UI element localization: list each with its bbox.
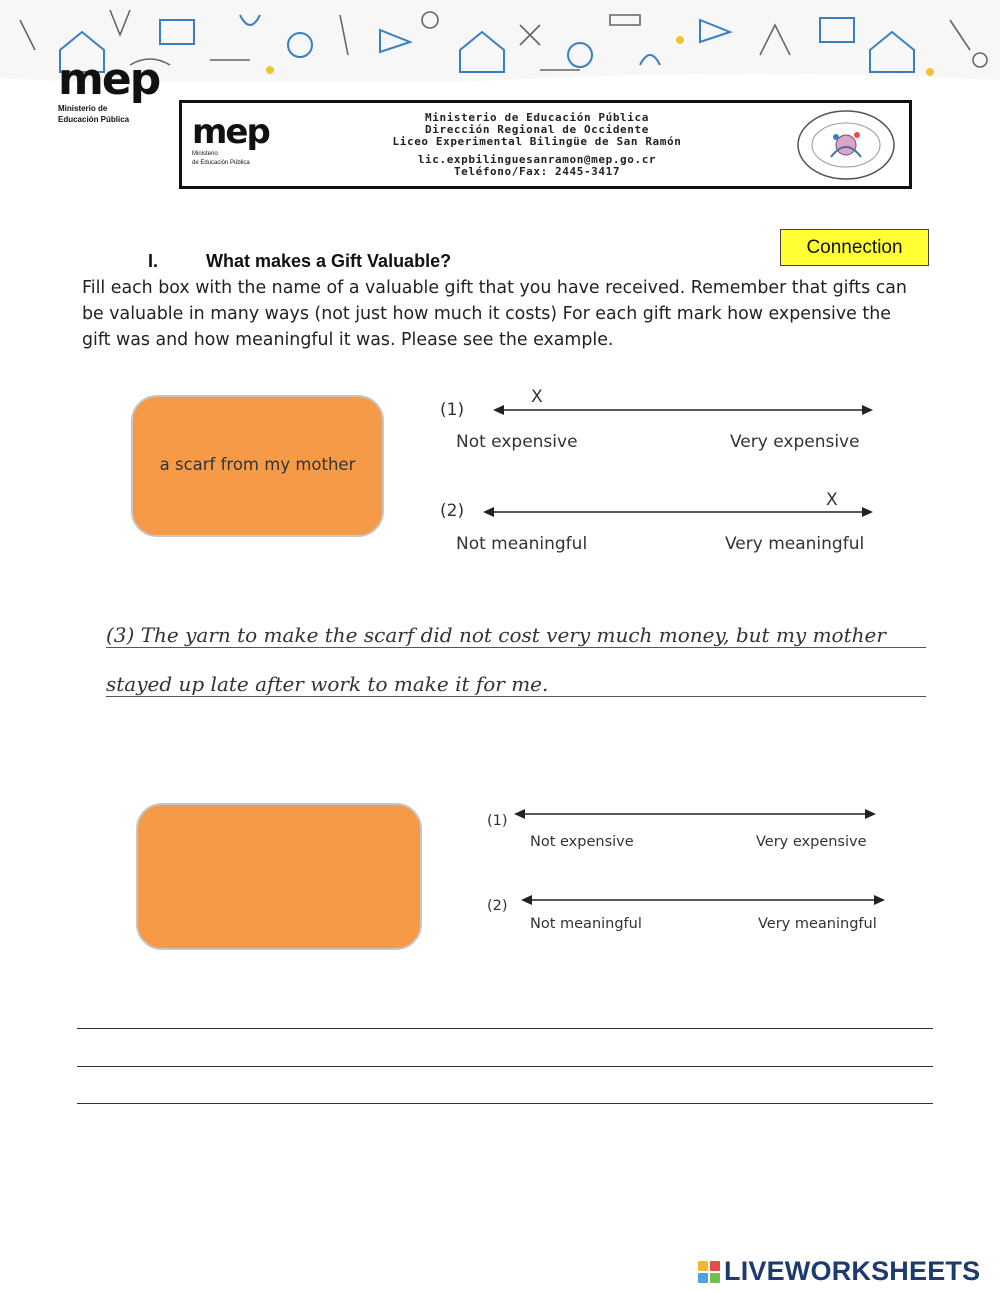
example-scale2-mark: X bbox=[826, 490, 838, 510]
mep-logo-subtitle-2: Educación Pública bbox=[58, 115, 130, 124]
example-scale2-number: (2) bbox=[440, 501, 465, 521]
school-letterhead bbox=[179, 100, 912, 189]
example-scale1-number: (1) bbox=[440, 400, 465, 420]
letterhead-logo bbox=[192, 112, 269, 167]
letterhead-logo-subtitle-1: Ministerio bbox=[192, 151, 218, 157]
letterhead-phone: Teléfono/Fax: 2445-3417 bbox=[453, 165, 621, 178]
school-seal-icon bbox=[791, 107, 901, 183]
example-gift-label: a scarf from my mother bbox=[159, 455, 356, 474]
exercise-meaning-scale-arrow[interactable] bbox=[521, 892, 885, 908]
instructions: Fill each box with the name of a valuable gift that you have received. Remember that gifts can be valuable in many ways (not just how much it costs) For each gift mark how expensive the gift was and how meaningful it was. Please see the example. bbox=[82, 278, 907, 350]
letterhead-school: Liceo Experimental Bilingüe de San Ramón bbox=[392, 135, 682, 148]
mep-logo-word: mep bbox=[58, 54, 160, 105]
exercise-scale2-left-label: Not meaningful bbox=[530, 916, 642, 932]
answer-line-2[interactable] bbox=[77, 1066, 933, 1067]
section-number: I. bbox=[148, 251, 159, 271]
liveworksheets-wordmark: LIVEWORKSHEETS bbox=[724, 1256, 981, 1286]
example-scale2-right-label: Very meaningful bbox=[725, 534, 865, 554]
example-scale1-left-label: Not expensive bbox=[456, 432, 578, 452]
letterhead-region: Dirección Regional de Occidente bbox=[425, 123, 649, 136]
exercise-scale1-number: (1) bbox=[487, 813, 508, 829]
answer-line-3[interactable] bbox=[77, 1103, 933, 1104]
connection-badge: Connection bbox=[780, 229, 929, 266]
letterhead-logo-word: mep bbox=[192, 112, 269, 152]
liveworksheets-blocks-icon bbox=[698, 1261, 720, 1283]
example-expense-scale-arrow bbox=[493, 402, 873, 418]
letterhead-text bbox=[322, 112, 752, 178]
example-scale1-mark: X bbox=[531, 387, 543, 407]
exercise-gift-box[interactable] bbox=[136, 803, 422, 950]
example-gift-box bbox=[131, 395, 384, 537]
example-explanation-line-1: (3) The yarn to make the scarf did not cost very much money, but my mother bbox=[106, 623, 926, 648]
exercise-scale1-right-label: Very expensive bbox=[756, 834, 867, 850]
exercise-scale2-number: (2) bbox=[487, 898, 508, 914]
example-explanation-line-2: stayed up late after work to make it for me. bbox=[106, 672, 926, 697]
letterhead-ministry: Ministerio de Educación Pública bbox=[425, 111, 649, 124]
answer-line-1[interactable] bbox=[77, 1028, 933, 1029]
letterhead-logo-subtitle-2: de Educación Pública bbox=[192, 160, 250, 166]
example-scale1-right-label: Very expensive bbox=[730, 432, 860, 452]
exercise-scale1-left-label: Not expensive bbox=[530, 834, 634, 850]
example-scale2-left-label: Not meaningful bbox=[456, 534, 588, 554]
mep-logo-subtitle-1: Ministerio de bbox=[58, 104, 108, 113]
exercise-scale2-right-label: Very meaningful bbox=[758, 916, 877, 932]
mep-logo bbox=[58, 54, 160, 124]
exercise-expense-scale-arrow[interactable] bbox=[514, 806, 876, 822]
example-meaning-scale-arrow bbox=[483, 504, 873, 520]
liveworksheets-logo bbox=[698, 1256, 980, 1287]
letterhead-email: lic.expbilinguesanramon@mep.go.cr bbox=[417, 153, 657, 166]
section-title: What makes a Gift Valuable? bbox=[206, 251, 452, 271]
